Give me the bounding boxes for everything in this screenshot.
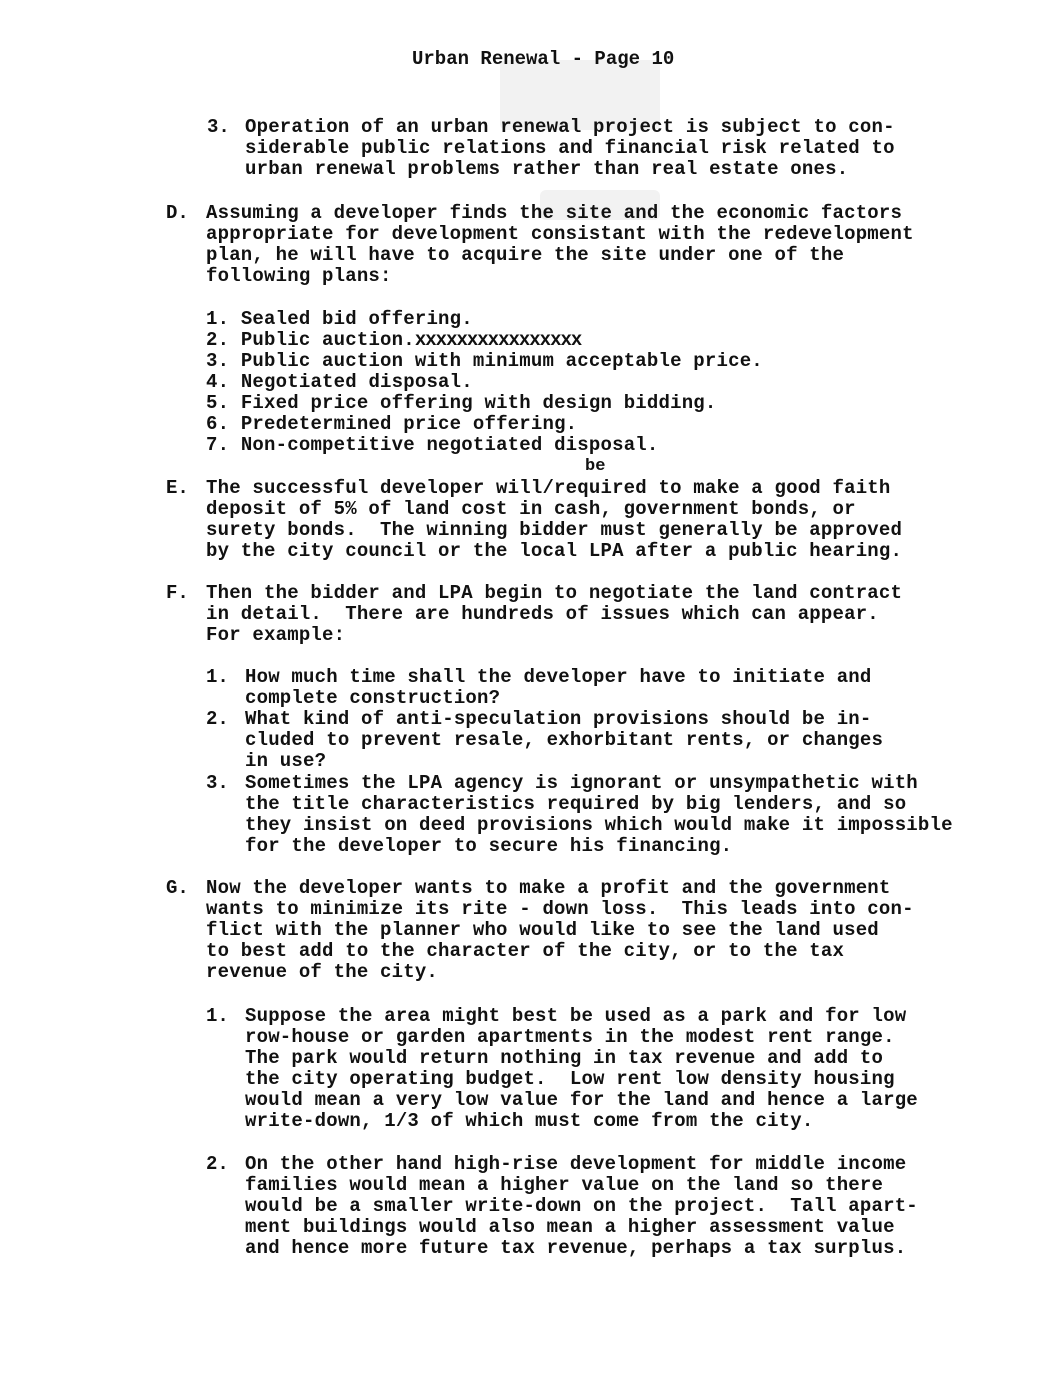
handwritten-insert: be	[585, 457, 606, 476]
text-line: write-down, 1/3 of which must come from the city.	[245, 1110, 814, 1132]
list-item-label: 7.	[206, 434, 230, 456]
text-line: flict with the planner who would like to see the land used	[206, 919, 879, 941]
list-item-label: 3.	[206, 772, 229, 794]
list-item	[206, 414, 763, 435]
text-line: Now the developer wants to make a profit and the government	[206, 877, 891, 899]
text-line: Suppose the area might best be used as a park and for low	[245, 1005, 907, 1027]
text-line: by the city council or the local LPA after a public hearing.	[206, 540, 903, 562]
text-line: revenue of the city.	[206, 961, 439, 983]
section-d-text	[206, 203, 914, 287]
text-line: complete construction?	[245, 687, 501, 709]
text-line: plan, he will have to acquire the site under one of the	[206, 244, 845, 266]
text-line: cluded to prevent resale, exhorbitant rents, or changes	[245, 729, 884, 751]
section-d-label: D.	[166, 202, 189, 224]
list-item	[206, 372, 763, 393]
section-g-item-2	[245, 1154, 918, 1259]
section-g-text	[206, 878, 914, 983]
text-line: row-house or garden apartments in the modest rent range.	[245, 1026, 895, 1048]
text-line: the title characteristics required by big lenders, and so	[245, 793, 907, 815]
item-c3-text	[245, 117, 895, 180]
text-line: they insist on deed provisions which would make it impossible	[245, 814, 953, 836]
list-item-label: 1.	[206, 308, 230, 330]
list-item-text: Public auction with minimum acceptable price.	[240, 350, 763, 372]
section-f-item-2	[245, 709, 883, 772]
text-line: urban renewal problems rather than real estate ones.	[245, 158, 849, 180]
text-line: families would mean a higher value on the land so there	[245, 1174, 884, 1196]
text-line: Sometimes the LPA agency is ignorant or unsympathetic with	[245, 772, 918, 794]
text-line: in detail. There are hundreds of issues which can appear.	[206, 603, 879, 625]
list-item-label: 2.	[206, 708, 229, 730]
section-e-label: E.	[166, 477, 189, 499]
list-item-label: 2.	[206, 329, 230, 351]
list-item	[206, 435, 763, 456]
list-item	[206, 351, 763, 372]
list-item-text: Public auction.	[240, 329, 415, 351]
item-c3-label: 3.	[207, 116, 230, 138]
list-item-text: Fixed price offering with design bidding.	[240, 392, 717, 414]
text-line: would mean a very low value for the land and hence a large	[245, 1089, 918, 1111]
list-item-label: 4.	[206, 371, 230, 393]
section-g-item-1	[245, 1006, 918, 1132]
list-item-label: 6.	[206, 413, 230, 435]
text-line: ment buildings would also mean a higher assessment value	[245, 1216, 895, 1238]
text-line: surety bonds. The winning bidder must generally be approved	[206, 519, 903, 541]
section-f-item-3	[245, 773, 953, 857]
list-item	[206, 330, 763, 351]
page-header: Urban Renewal - Page 10	[412, 48, 675, 70]
section-f-item-1	[245, 667, 872, 709]
text-line: following plans:	[206, 265, 392, 287]
text-line: appropriate for development consistant with the redevelopment	[206, 223, 914, 245]
text-line: On the other hand high-rise development for middle income	[245, 1153, 907, 1175]
text-line: For example:	[206, 624, 346, 646]
text-line: Then the bidder and LPA begin to negotiate the land contract	[206, 582, 903, 604]
text-line: would be a smaller write-down on the project. Tall apart-	[245, 1195, 918, 1217]
text-line: Assuming a developer finds the site and the economic factors	[206, 202, 903, 224]
list-item-label: 1.	[206, 666, 229, 688]
text-line: The park would return nothing in tax revenue and add to	[245, 1047, 884, 1069]
section-e-text	[206, 478, 902, 562]
text-line: to best add to the character of the city, or to the tax	[206, 940, 845, 962]
list-item-text: Non-competitive negotiated disposal.	[240, 434, 659, 456]
list-item-label: 2.	[206, 1153, 229, 1175]
list-item	[206, 393, 763, 414]
section-g-label: G.	[166, 877, 189, 899]
text-line: How much time shall the developer have to initiate and	[245, 666, 872, 688]
list-item-label: 1.	[206, 1005, 229, 1027]
text-line: in use?	[245, 750, 327, 772]
section-d-list	[206, 309, 763, 456]
text-line: The successful developer will/required to make a good faith	[206, 477, 891, 499]
list-item-label: 5.	[206, 392, 230, 414]
list-item	[206, 309, 763, 330]
text-line: What kind of anti-speculation provisions should be in-	[245, 708, 872, 730]
section-f-text	[206, 583, 902, 646]
text-line: for the developer to secure his financing.	[245, 835, 733, 857]
text-line: and hence more future tax revenue, perhaps a tax surplus.	[245, 1237, 907, 1259]
list-item-text: Sealed bid offering.	[240, 308, 473, 330]
text-line: the city operating budget. Low rent low density housing	[245, 1068, 895, 1090]
list-item-text: Negotiated disposal.	[240, 371, 473, 393]
struck-through-text: xxxxxxxxxxxxxxxx	[414, 329, 582, 351]
text-line: siderable public relations and financial risk related to	[245, 137, 895, 159]
text-line: Operation of an urban renewal project is subject to con-	[245, 116, 895, 138]
list-item-text: Predetermined price offering.	[240, 413, 578, 435]
text-line: wants to minimize its rite - down loss. This leads into con-	[206, 898, 914, 920]
list-item-label: 3.	[206, 350, 230, 372]
text-line: deposit of 5% of land cost in cash, government bonds, or	[206, 498, 856, 520]
section-f-label: F.	[166, 582, 189, 604]
